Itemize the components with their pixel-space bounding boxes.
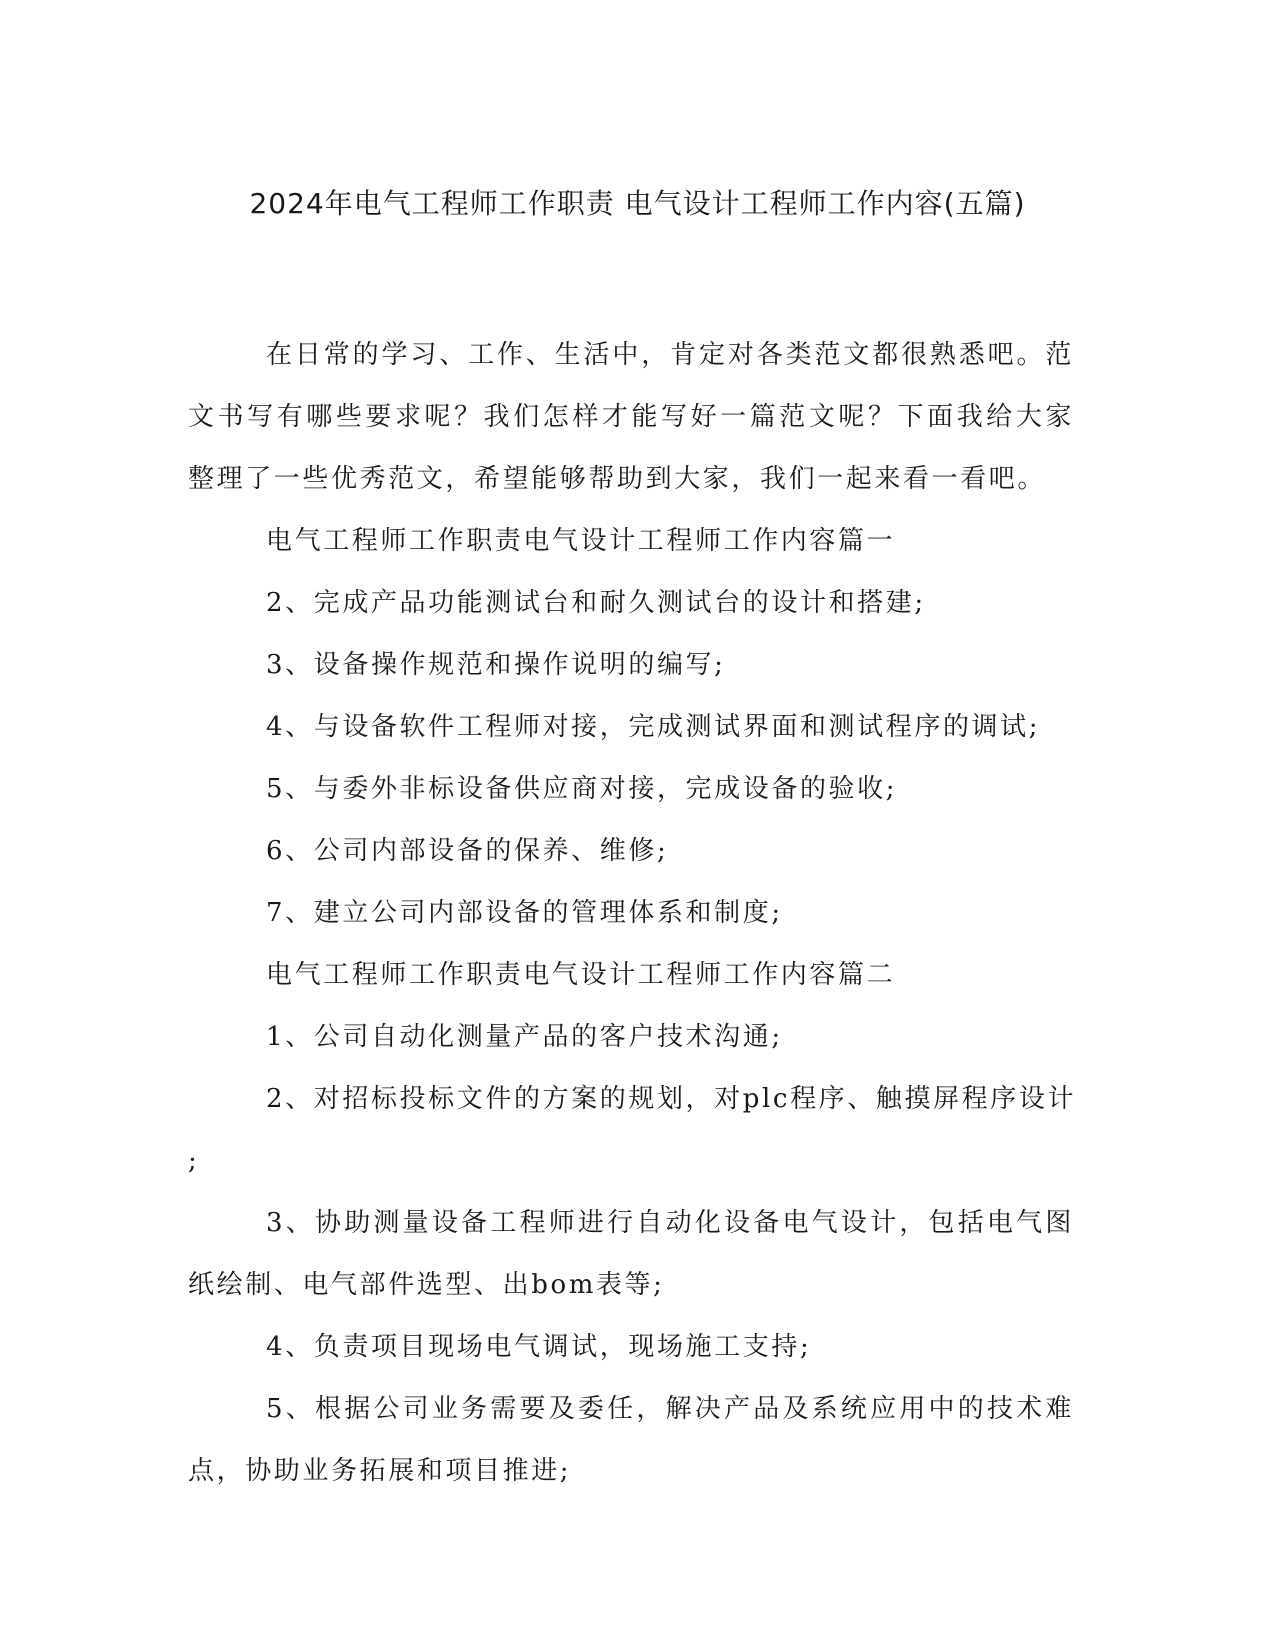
document-title: 2024年电气工程师工作职责 电气设计工程师工作内容(五篇) <box>249 187 1026 220</box>
list-item: 3、协助测量设备工程师进行自动化设备电气设计，包括电气图纸绘制、电气部件选型、出bom表等; <box>188 1208 1074 1300</box>
list-item: 4、负责项目现场电气调试，现场施工支持; <box>266 1332 812 1362</box>
list-item: 2、对招标投标文件的方案的规划，对plc程序、触摸屏程序设计 <box>266 1084 1077 1114</box>
list-item: 1、公司自动化测量产品的客户技术沟通; <box>266 1022 783 1052</box>
document-body <box>188 324 1077 1502</box>
list-item: 4、与设备软件工程师对接，完成测试界面和测试程序的调试; <box>266 712 1041 742</box>
list-item: 6、公司内部设备的保养、维修; <box>266 836 669 866</box>
intro-paragraph: 在日常的学习、工作、生活中，肯定对各类范文都很熟悉吧。范文书写有哪些要求呢？我们怎样才能写好一篇范文呢？下面我给大家整理了一些优秀范文，希望能够帮助到大家，我们一起来看一看吧。 <box>188 340 1074 494</box>
list-item: 7、建立公司内部设备的管理体系和制度; <box>266 898 783 928</box>
list-item: 3、设备操作规范和操作说明的编写; <box>266 650 726 680</box>
list-item: 5、与委外非标设备供应商对接，完成设备的验收; <box>266 774 898 804</box>
list-item: 5、根据公司业务需要及委任，解决产品及系统应用中的技术难点，协助业务拓展和项目推进; <box>188 1394 1074 1486</box>
list-item-continuation: ; <box>188 1146 200 1176</box>
list-item: 2、完成产品功能测试台和耐久测试台的设计和搭建; <box>266 588 926 618</box>
section-heading-2: 电气工程师工作职责电气设计工程师工作内容篇二 <box>266 960 896 990</box>
section-heading-1: 电气工程师工作职责电气设计工程师工作内容篇一 <box>266 526 896 556</box>
